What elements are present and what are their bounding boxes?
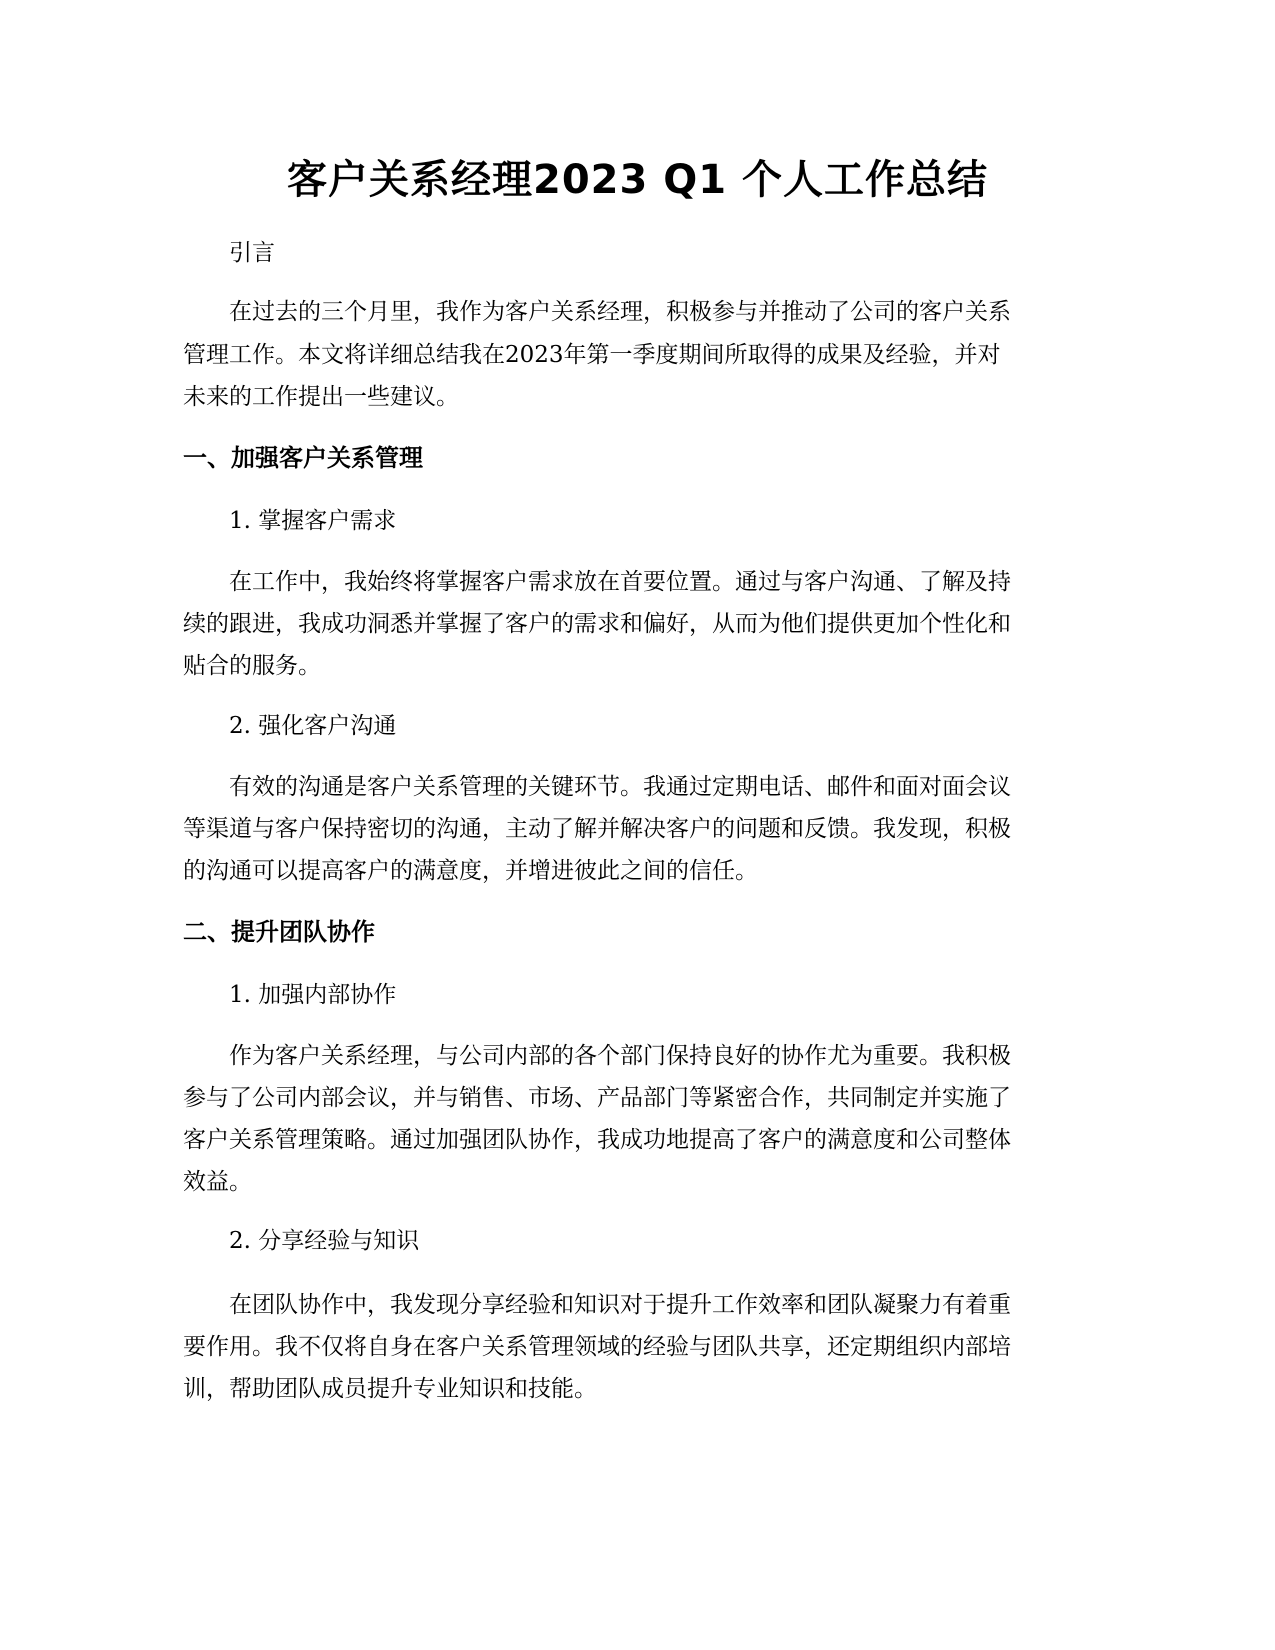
section2-item1-title: 1. 加强内部协作: [229, 982, 397, 1008]
section1-heading: 一、加强客户关系管理: [183, 444, 423, 472]
section2-heading: 二、提升团队协作: [183, 918, 375, 946]
paragraph-line: 等渠道与客户保持密切的沟通，主动了解并解决客户的问题和反馈。我发现，积极: [183, 816, 1011, 842]
paragraph-line: 在过去的三个月里，我作为客户关系经理，积极参与并推动了公司的客户关系: [229, 299, 1011, 325]
paragraph-line: 未来的工作提出一些建议。: [183, 384, 459, 410]
paragraph-line: 在工作中，我始终将掌握客户需求放在首要位置。通过与客户沟通、了解及持: [229, 569, 1011, 595]
paragraph-line: 效益。: [183, 1169, 252, 1195]
paragraph-line: 有效的沟通是客户关系管理的关键环节。我通过定期电话、邮件和面对面会议: [229, 774, 1011, 800]
document-title: 客户关系经理2023 Q1 个人工作总结: [286, 157, 988, 203]
paragraph-line: 训，帮助团队成员提升专业知识和技能。: [183, 1376, 597, 1402]
paragraph-line: 参与了公司内部会议，并与销售、市场、产品部门等紧密合作，共同制定并实施了: [183, 1085, 1011, 1111]
paragraph-line: 客户关系管理策略。通过加强团队协作，我成功地提高了客户的满意度和公司整体: [183, 1127, 1011, 1153]
paragraph-line: 续的跟进，我成功洞悉并掌握了客户的需求和偏好，从而为他们提供更加个性化和: [183, 611, 1011, 637]
intro-label: 引言: [229, 240, 275, 266]
section1-item1-title: 1. 掌握客户需求: [229, 508, 397, 534]
paragraph-line: 要作用。我不仅将自身在客户关系管理领域的经验与团队共享，还定期组织内部培: [183, 1334, 1011, 1360]
paragraph-line: 在团队协作中，我发现分享经验和知识对于提升工作效率和团队凝聚力有着重: [229, 1292, 1011, 1318]
section2-item2-title: 2. 分享经验与知识: [229, 1228, 420, 1254]
paragraph-line: 作为客户关系经理，与公司内部的各个部门保持良好的协作尤为重要。我积极: [229, 1043, 1011, 1069]
paragraph-line: 管理工作。本文将详细总结我在2023年第一季度期间所取得的成果及经验，并对: [183, 342, 1001, 368]
paragraph-line: 的沟通可以提高客户的满意度，并增进彼此之间的信任。: [183, 858, 758, 884]
section1-item2-title: 2. 强化客户沟通: [229, 713, 397, 739]
paragraph-line: 贴合的服务。: [183, 653, 321, 679]
